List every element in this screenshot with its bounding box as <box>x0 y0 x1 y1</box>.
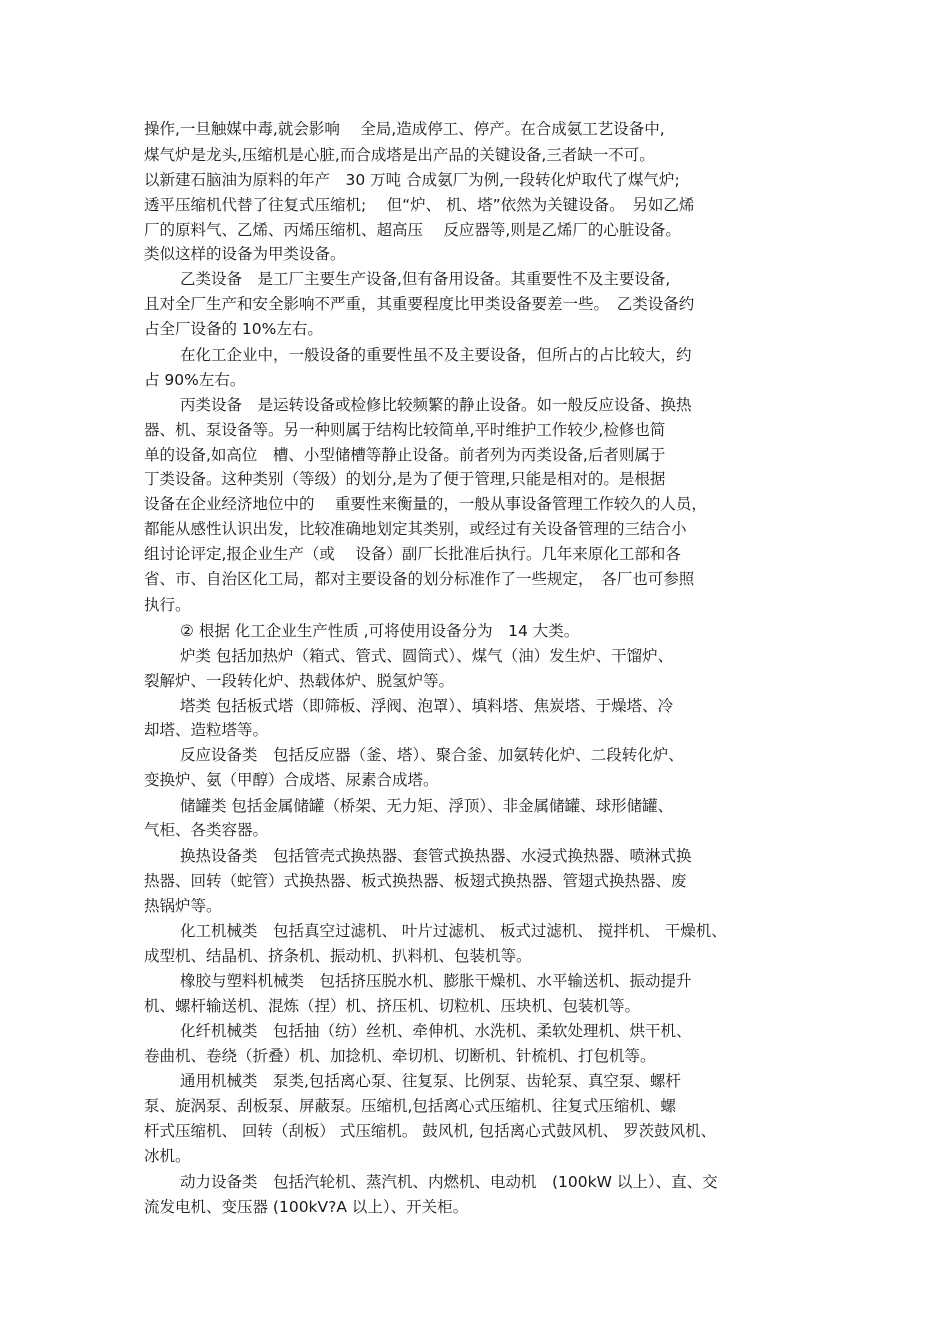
text-line: 占全厂设备的 10%左右。 <box>144 320 323 338</box>
text-line: 单的设备,如高位 槽、小型储槽等静止设备。前者列为丙类设备,后者则属于 <box>144 446 666 464</box>
paragraph-first-line: 化工机械类 包括真空过滤机、 叶片过滤机、 板式过滤机、 搅拌机、 干燥机、 <box>180 922 727 940</box>
text-line: 却塔、造粒塔等。 <box>144 721 269 739</box>
paragraph-first-line: 储罐类 包括金属储罐（桥架、无力矩、浮顶）、非金属储罐、球形储罐、 <box>180 797 674 815</box>
paragraph-first-line: 橡胶与塑料机械类 包括挤压脱水机、膨胀干燥机、水平输送机、振动提升 <box>180 972 692 990</box>
text-line: 机、螺杆输送机、混炼（捏）机、挤压机、切粒机、压块机、包装机等。 <box>144 997 641 1015</box>
text-line: 器、机、泵设备等。另一种则属于结构比较简单,平时维护工作较少,检修也简 <box>144 421 666 439</box>
text-line: 泵、旋涡泵、刮板泵、屏蔽泵。压缩机,包括离心式压缩机、往复式压缩机、螺 <box>144 1097 676 1115</box>
text-line: 组讨论评定,报企业生产（或 设备）副厂长批准后执行。几年来原化工部和各 <box>144 545 681 563</box>
paragraph-first-line: 塔类 包括板式塔（即筛板、浮阀、泡罩）、填料塔、焦炭塔、于燥塔、冷 <box>180 697 674 715</box>
paragraph-first-line: 丙类设备 是运转设备或检修比较频繁的静止设备。如一般反应设备、换热 <box>180 396 692 414</box>
text-line: 丁类设备。这种类别（等级）的划分,是为了便于管理,只能是相对的。是根据 <box>144 470 666 488</box>
text-line: 以新建石脑油为原料的年产 30 万吨 合成氨厂为例,一段转化炉取代了煤气炉; <box>144 171 680 189</box>
text-line: 执行。 <box>144 596 191 614</box>
text-line: 杆式压缩机、 回转（刮板） 式压缩机。 鼓风机, 包括离心式鼓风机、 罗茨鼓风机、 <box>144 1122 717 1140</box>
paragraph-first-line: 化纤机械类 包括抽（纺）丝机、牵伸机、水洗机、柔软处理机、烘干机、 <box>180 1022 692 1040</box>
text-line: 都能从感性认识出发，比较准确地划定其类别，或经过有关设备管理的三结合小 <box>144 520 687 538</box>
text-line: 卷曲机、卷绕（折叠）机、加捻机、牵切机、切断机、针梳机、打包机等。 <box>144 1047 656 1065</box>
text-line: 占 90%左右。 <box>144 371 246 389</box>
paragraph-first-line: 炉类 包括加热炉（箱式、管式、圆筒式）、煤气（油）发生炉、干馏炉、 <box>180 647 674 665</box>
text-line: 变换炉、氨（甲醇）合成塔、尿素合成塔。 <box>144 771 439 789</box>
text-line: 煤气炉是龙头,压缩机是心脏,而合成塔是出产品的关键设备,三者缺一不可。 <box>144 146 655 164</box>
text-line: 透平压缩机代替了往复式压缩机; 但“炉、 机、塔”依然为关键设备。 另如乙烯 <box>144 196 695 214</box>
text-line: 厂的原料气、乙烯、丙烯压缩机、超高压 反应器等,则是乙烯厂的心脏设备。 <box>144 221 681 239</box>
text-line: 且对全厂生产和安全影响不严重，其重要程度比甲类设备要差一些。 乙类设备约 <box>144 295 695 313</box>
text-line: 热器、回转（蛇管）式换热器、板式换热器、板翅式换热器、管翅式换热器、废 <box>144 872 687 890</box>
text-line: 省、市、自治区化工局，都对主要设备的划分标准作了一些规定， 各厂也可参照 <box>144 570 695 588</box>
text-line: 热锅炉等。 <box>144 897 222 915</box>
paragraph-first-line: 乙类设备 是工厂主要生产设备,但有备用设备。其重要性不及主要设备, <box>180 270 671 288</box>
paragraph-first-line: 换热设备类 包括管壳式换热器、套管式换热器、水浸式换热器、喷淋式换 <box>180 847 692 865</box>
text-line: 类似这样的设备为甲类设备。 <box>144 245 346 263</box>
text-line: 裂解炉、一段转化炉、热载体炉、脱氢炉等。 <box>144 672 455 690</box>
text-line: 成型机、结晶机、挤条机、振动机、扒料机、包装机等。 <box>144 947 532 965</box>
text-line: 操作,一旦触媒中毒,就会影响 全局,造成停工、停产。在合成氨工艺设备中, <box>144 120 665 138</box>
paragraph-first-line: 通用机械类 泵类,包括离心泵、往复泵、比例泵、齿轮泵、真空泵、螺杆 <box>180 1072 681 1090</box>
text-line: 设备在企业经济地位中的 重要性来衡量的，一般从事设备管理工作较久的人员， <box>144 495 707 513</box>
paragraph-first-line: 动力设备类 包括汽轮机、蒸汽机、内燃机、电动机 (100kW 以上）、直、交 <box>180 1173 718 1191</box>
paragraph-first-line: ② 根据 化工企业生产性质 ,可将使用设备分为 14 大类。 <box>180 622 580 640</box>
paragraph-first-line: 反应设备类 包括反应器（釜、塔）、聚合釜、加氨转化炉、二段转化炉、 <box>180 746 684 764</box>
text-line: 流发电机、变压器 (100kV?A 以上）、开关柜。 <box>144 1198 469 1216</box>
text-line: 气柜、各类容器。 <box>144 821 269 839</box>
text-line: 冰机。 <box>144 1147 191 1165</box>
paragraph-first-line: 在化工企业中，一般设备的重要性虽不及主要设备，但所占的占比较大，约 <box>180 346 692 364</box>
